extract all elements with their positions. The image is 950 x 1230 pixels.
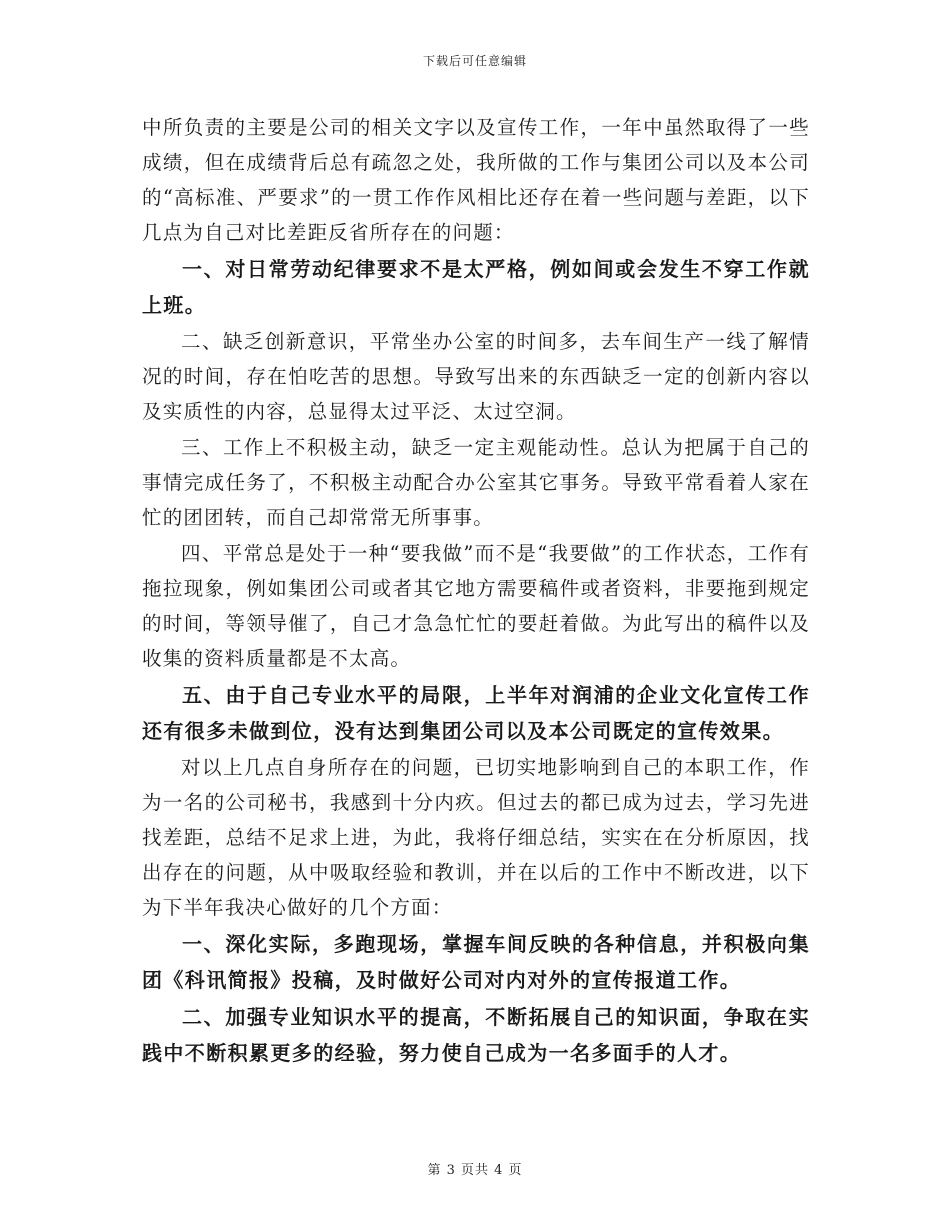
page-footer: 第 3 页共 4 页 — [427, 1163, 523, 1178]
page-header: 下载后可任意编辑 — [422, 54, 527, 68]
document-body — [142, 110, 810, 1071]
paragraph-plan-1: 一、深化实际，多跑现场，掌握车间反映的各种信息，并积极向集团《科讯简报》投稿，及时做好公司对内对外的宣传报道工作。 — [142, 932, 810, 992]
paragraph-plan-2: 二、加强专业知识水平的提高，不断拓展自己的知识面，争取在实践中不断积累更多的经验，努力使自己成为一名多面手的人才。 — [142, 1005, 810, 1065]
paragraph-problem-3: 三、工作上不积极主动，缺乏一定主观能动性。总认为把属于自己的事情完成任务了，不积极主动配合办公室其它事务。导致平常看着人家在忙的团团转，而自己却常常无所事事。 — [142, 436, 810, 529]
paragraph-summary: 对以上几点自身所存在的问题，已切实地影响到自己的本职工作，作为一名的公司秘书，我感到十分内疚。但过去的都已成为过去，学习先进找差距，总结不足求上进，为此，我将仔细总结，实实在在分析原因，找出存在的问题，从中吸取经验和教训，并在以后的工作中不断改进，以下为下半年我决心做好的几个方面： — [142, 756, 810, 919]
paragraph-problem-1: 一、对日常劳动纪律要求不是太严格，例如间或会发生不穿工作就上班。 — [142, 257, 810, 317]
paragraph-intro: 中所负责的主要是公司的相关文字以及宣传工作，一年中虽然取得了一些成绩，但在成绩背后总有疏忽之处，我所做的工作与集团公司以及本公司的“高标准、严要求”的一贯工作作风相比还存在着一些问题与差距，以下几点为自己对比差距反省所存在的问题： — [142, 116, 810, 244]
paragraph-problem-5: 五、由于自己专业水平的局限，上半年对润浦的企业文化宣传工作还有很多未做到位，没有达到集团公司以及本公司既定的宣传效果。 — [142, 683, 810, 743]
paragraph-problem-2: 二、缺乏创新意识，平常坐办公室的时间多，去车间生产一线了解情况的时间，存在怕吃苦的思想。导致写出来的东西缺乏一定的创新内容以及实质性的内容，总显得太过平泛、太过空洞。 — [142, 330, 810, 423]
paragraph-problem-4: 四、平常总是处于一种“要我做”而不是“我要做”的工作状态，工作有拖拉现象，例如集团公司或者其它地方需要稿件或者资料，非要拖到规定的时间，等领导催了，自己才急急忙忙的要赶着做。为此写出的稿件以及收集的资料质量都是不太高。 — [142, 542, 810, 670]
